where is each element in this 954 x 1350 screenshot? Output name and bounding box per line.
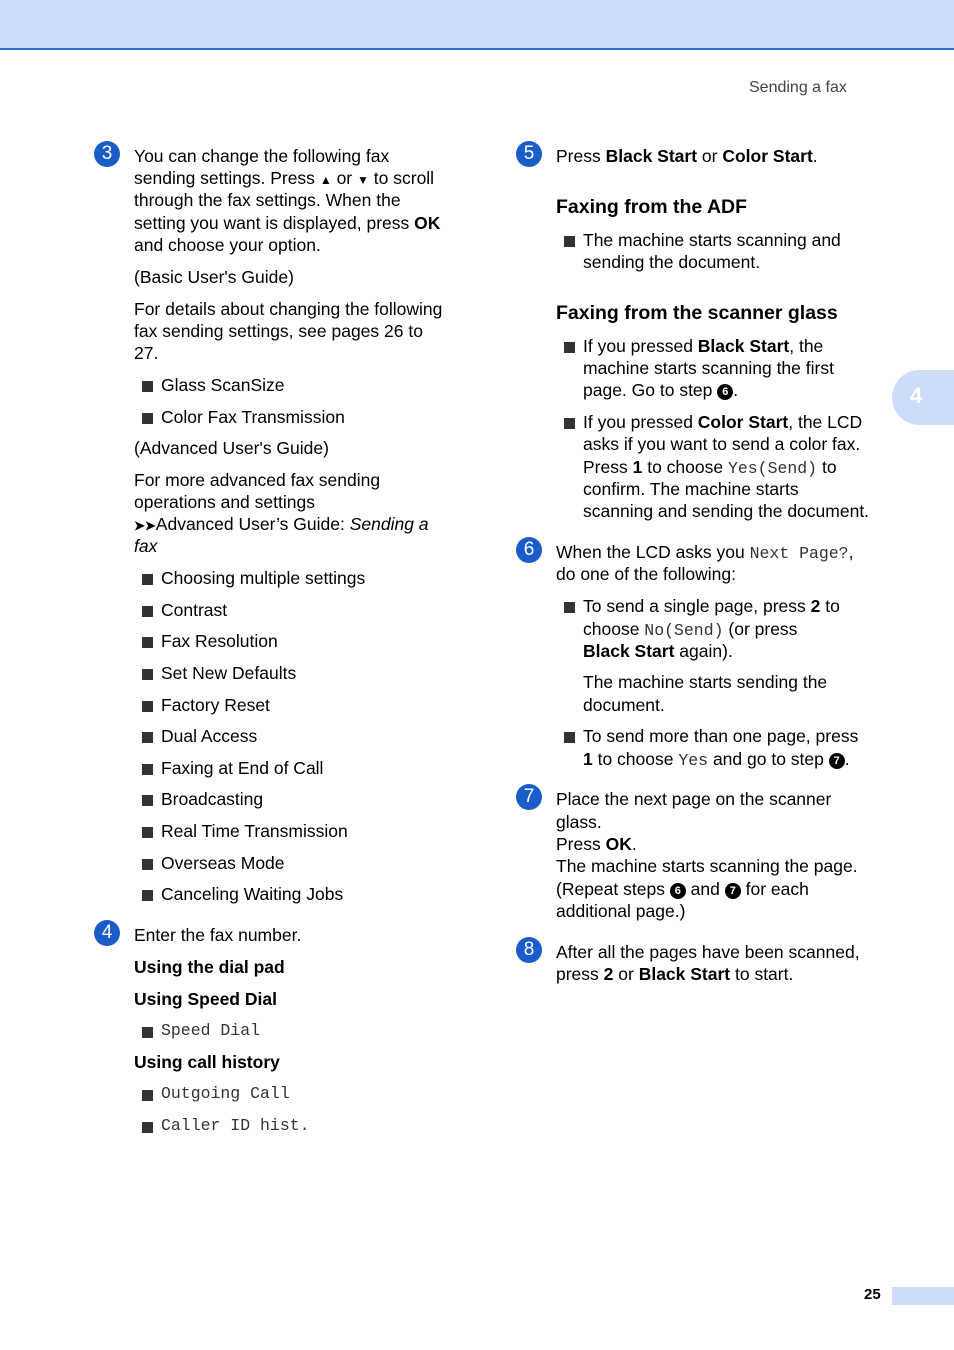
- bullet-icon: [142, 890, 153, 901]
- details-line3: 27.: [134, 343, 159, 363]
- step8-l1: After all the pages have been scanned,: [556, 942, 860, 962]
- step-6-badge: 6: [516, 537, 542, 563]
- step-ref-badge: 7: [725, 883, 741, 899]
- glass-item2-l2: asks if you want to send a color fax.: [583, 434, 861, 454]
- advanced-intro-line1: For more advanced fax sending: [134, 470, 381, 490]
- step-5-badge: 5: [516, 141, 542, 167]
- step7-l4: The machine starts scanning the page.: [556, 856, 858, 876]
- step7-l6: additional page.): [556, 901, 686, 921]
- step-4-badge: 4: [94, 920, 120, 946]
- page-number: 25: [864, 1286, 881, 1303]
- step4-text: Enter the fax number.: [134, 925, 302, 945]
- step6-note-l2: document.: [583, 695, 665, 715]
- top-banner: [0, 0, 954, 50]
- bullet-icon: [142, 413, 153, 424]
- glass-item1-l3: page. Go to step 6 .: [583, 380, 739, 400]
- step6-l1: When the LCD asks you Next Page?,: [556, 542, 854, 563]
- chapter-tab[interactable]: [892, 370, 954, 425]
- bullet-icon: [142, 1122, 153, 1133]
- bullet-icon: [142, 795, 153, 806]
- step6-item2-l2: 1 to choose Yes and go to step 7 .: [583, 749, 850, 770]
- step7-l3: Press OK.: [556, 834, 637, 854]
- step6-item1-l2: choose No(Send) (or press: [583, 619, 798, 640]
- bullet-icon: [564, 732, 575, 743]
- step6-item1-l3: Black Start again).: [583, 641, 733, 661]
- call-history-heading: Using call history: [134, 1052, 280, 1072]
- bullet-icon: [142, 827, 153, 838]
- bullet-icon: [142, 637, 153, 648]
- bullet-icon: [142, 732, 153, 743]
- bullet-icon: [142, 859, 153, 870]
- adf-item-cont: sending the document.: [583, 252, 761, 272]
- bullet-icon: [142, 1027, 153, 1038]
- step6-l2: do one of the following:: [556, 564, 736, 584]
- details-line2: fax sending settings, see pages 26 to: [134, 321, 423, 341]
- running-header: Sending a fax: [749, 79, 847, 96]
- bullet-icon: [564, 342, 575, 353]
- glass-item2-l3: Press 1 to choose Yes(Send) to: [583, 457, 837, 478]
- dial-pad-heading: Using the dial pad: [134, 957, 285, 977]
- advanced-intro-line2: operations and settings: [134, 492, 315, 512]
- step3-line4: setting you want is displayed, press OK: [134, 213, 441, 233]
- glass-item1-l2: machine starts scanning the first: [583, 358, 834, 378]
- bullet-icon: [564, 236, 575, 247]
- step7-l1: Place the next page on the scanner: [556, 789, 832, 809]
- step3-line3: through the fax settings. When the: [134, 190, 401, 210]
- bullet-icon: [142, 764, 153, 775]
- glass-item2-l5: scanning and sending the document.: [583, 501, 870, 521]
- step-ref-badge: 6: [670, 883, 686, 899]
- step7-l5: (Repeat steps 6 and 7 for each: [556, 879, 809, 899]
- bullet-icon: [142, 381, 153, 392]
- step-8-badge: 8: [516, 937, 542, 963]
- step3-line2: sending settings. Press ▲ or ▼ to scroll: [134, 168, 435, 188]
- bullet-icon: [564, 602, 575, 613]
- step-ref-badge: 7: [829, 753, 845, 769]
- bullet-icon: [142, 606, 153, 617]
- step-3-badge: 3: [94, 141, 120, 167]
- bullet-icon: [142, 701, 153, 712]
- step5-text: Press Black Start or Color Start.: [556, 146, 818, 166]
- bullet-icon: [564, 418, 575, 429]
- step-7-badge: 7: [516, 784, 542, 810]
- advanced-intro-line4: fax: [134, 536, 158, 556]
- glass-item2-l4: confirm. The machine starts: [583, 479, 799, 499]
- up-arrow-icon: ▲: [319, 173, 332, 187]
- step3-line5: and choose your option.: [134, 235, 321, 255]
- bullet-icon: [142, 574, 153, 585]
- step-ref-badge: 6: [717, 384, 733, 400]
- step8-l2: press 2 or Black Start to start.: [556, 964, 794, 984]
- bullet-icon: [142, 1090, 153, 1101]
- ok-key: OK: [414, 213, 441, 233]
- advanced-guide-label: (Advanced User's Guide): [134, 438, 329, 458]
- step7-l2: glass.: [556, 812, 602, 832]
- step6-note-l1: The machine starts sending the: [583, 672, 828, 692]
- bullet-icon: [142, 669, 153, 680]
- speed-dial-heading: Using Speed Dial: [134, 989, 277, 1009]
- advanced-intro-line3: ➤➤Advanced User’s Guide: Sending a: [134, 514, 429, 534]
- double-arrow-icon: ➤➤: [134, 518, 156, 533]
- basic-guide-label: (Basic User's Guide): [134, 267, 294, 287]
- step3-line1: You can change the following fax: [134, 146, 390, 166]
- chapter-number: 4: [910, 383, 923, 408]
- adf-heading: Faxing from the ADF: [556, 196, 748, 218]
- glass-heading: Faxing from the scanner glass: [556, 302, 838, 324]
- down-arrow-icon: ▼: [357, 173, 369, 187]
- details-line1: For details about changing the following: [134, 299, 443, 319]
- footer-bar: [892, 1287, 954, 1305]
